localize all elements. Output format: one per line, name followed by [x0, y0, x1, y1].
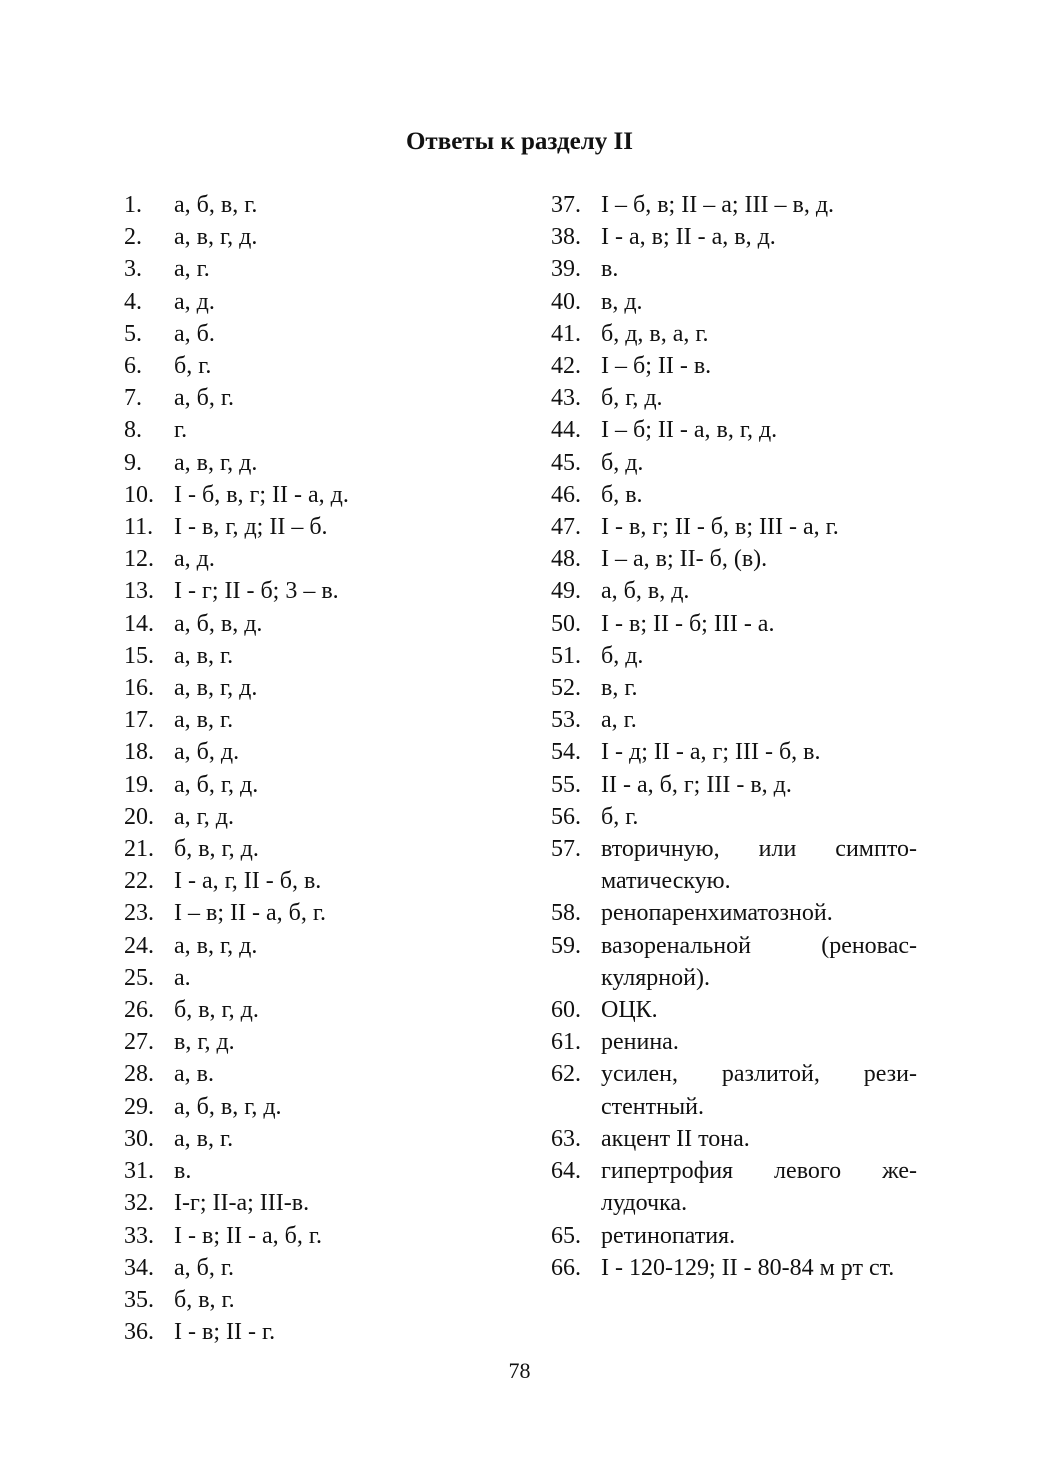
answer-item [124, 962, 534, 994]
answer-text: а, б, в, д. [174, 610, 263, 637]
answer-number: 57. [551, 836, 581, 863]
answer-number: 44. [551, 417, 581, 444]
answer-item [124, 1220, 534, 1252]
answer-text: а, в, г. [174, 642, 234, 669]
answer-text: I - в; II - г. [174, 1319, 276, 1346]
answer-number: 52. [551, 675, 581, 702]
answer-number: 2. [124, 224, 142, 251]
answer-item [124, 253, 534, 285]
answer-text: а, б, д. [174, 739, 240, 766]
answer-text: I – в; II - а, б, г. [174, 900, 326, 927]
answer-number: 10. [124, 481, 154, 508]
answer-number: 13. [124, 578, 154, 605]
answer-item [124, 801, 534, 833]
answer-text: а, б, в, г. [174, 192, 258, 218]
answer-number: 65. [551, 1222, 581, 1249]
answer-number: 19. [124, 771, 154, 798]
answer-item [124, 350, 534, 382]
answer-text: б, в, г, д. [174, 836, 259, 863]
answer-item [124, 833, 534, 865]
answer-item [551, 414, 917, 446]
answer-item [124, 221, 534, 253]
answer-item [551, 189, 917, 221]
answer-number: 8. [124, 417, 142, 444]
answer-item [551, 930, 917, 994]
answer-number: 29. [124, 1093, 154, 1120]
answer-number: 14. [124, 610, 154, 637]
answer-item [551, 447, 917, 479]
answer-item [551, 253, 917, 285]
answer-number: 47. [551, 514, 581, 541]
answer-number: 59. [551, 932, 581, 959]
answer-item [124, 382, 534, 414]
answer-number: 61. [551, 1029, 581, 1056]
answer-number: 27. [124, 1029, 154, 1056]
answer-text: I - в, г; II - б, в; III - а, г. [601, 514, 839, 541]
answer-number: 58. [551, 900, 581, 927]
answer-item [124, 318, 534, 350]
answer-text: ренина. [601, 1029, 679, 1056]
answer-text: I - 120-129; II - 80-84 м рт ст. [601, 1254, 895, 1281]
answer-text: а, в, г, д. [174, 449, 258, 476]
answer-text: а, б. [174, 320, 215, 347]
answer-number: 21. [124, 836, 154, 863]
answer-text: а, в, г. [174, 707, 234, 734]
answer-number: 63. [551, 1125, 581, 1152]
answer-text: I – б; II - в. [601, 353, 712, 380]
answer-number: 25. [124, 964, 154, 991]
answer-number: 64. [551, 1158, 581, 1185]
answer-number: 66. [551, 1254, 581, 1281]
answer-item [551, 672, 917, 704]
answer-text: в, д. [601, 288, 643, 315]
answer-text: а, в, г, д. [174, 675, 258, 702]
answer-number: 7. [124, 385, 142, 412]
answer-number: 41. [551, 320, 581, 347]
answer-item [124, 930, 534, 962]
answer-text: I - в; II - б; III - а. [601, 610, 775, 637]
answer-number: 12. [124, 546, 154, 573]
answer-item [551, 350, 917, 382]
answer-item [551, 1155, 917, 1219]
answer-text: б, в, г. [174, 1286, 235, 1313]
answer-number: 39. [551, 256, 581, 283]
answer-text: а, д. [174, 288, 215, 315]
answer-item [124, 994, 534, 1026]
answer-number: 43. [551, 385, 581, 412]
answer-text: б, в, г, д. [174, 997, 259, 1024]
answer-text: в. [601, 256, 619, 283]
answer-number: 26. [124, 997, 154, 1024]
answer-text: II - а, б, г; III - в, д. [601, 771, 792, 798]
answer-item [124, 511, 534, 543]
answer-item [551, 1252, 917, 1284]
page-title: Ответы к разделу II [405, 128, 633, 155]
answer-text: б, в. [601, 481, 643, 508]
answers-column-right [551, 189, 917, 1284]
answer-text: а, в, г, д. [174, 932, 258, 959]
answer-text: I – б, в; II – а; III – в, д. [601, 192, 835, 218]
answer-item [551, 1123, 917, 1155]
answer-number: 28. [124, 1061, 154, 1088]
answer-item [124, 704, 534, 736]
answer-item [124, 1123, 534, 1155]
answer-item [551, 640, 917, 672]
answer-item [124, 479, 534, 511]
answer-text: ретинопатия. [601, 1222, 736, 1249]
answer-item [551, 1058, 917, 1122]
answer-text: I - в; II - а, б, г. [174, 1222, 322, 1249]
answer-text: а, г. [601, 707, 637, 734]
answer-item [124, 897, 534, 929]
answer-number: 49. [551, 578, 581, 605]
answer-item [551, 382, 917, 414]
answer-number: 24. [124, 932, 154, 959]
answer-number: 53. [551, 707, 581, 734]
answer-text: б, г. [174, 353, 212, 380]
answer-item [551, 286, 917, 318]
answer-item [124, 736, 534, 768]
answer-text: I - в, г, д; II – б. [174, 514, 328, 541]
answer-number: 23. [124, 900, 154, 927]
answer-number: 54. [551, 739, 581, 766]
answer-number: 55. [551, 771, 581, 798]
answer-number: 4. [124, 288, 142, 315]
answer-text: I - б, в, г; II - а, д. [174, 481, 349, 508]
answer-text: ОЦК. [601, 997, 658, 1024]
answer-item [124, 1091, 534, 1123]
answer-number: 40. [551, 288, 581, 315]
answer-text: а, б, г, д. [174, 771, 259, 798]
answer-item [124, 640, 534, 672]
answer-item [124, 1058, 534, 1090]
answer-text: а. [174, 964, 191, 991]
answer-text: в, г. [601, 675, 638, 702]
answer-number: 17. [124, 707, 154, 734]
answer-text: а, б, в, д. [601, 578, 690, 605]
answer-item [551, 1220, 917, 1252]
answer-number: 38. [551, 224, 581, 251]
answer-item [124, 543, 534, 575]
answer-item [124, 769, 534, 801]
answer-item [551, 897, 917, 929]
answer-item [124, 1316, 534, 1348]
answer-item [551, 608, 917, 640]
answer-text: а, в, г, д. [174, 224, 258, 251]
answer-number: 50. [551, 610, 581, 637]
answer-item [551, 704, 917, 736]
answer-text: а, в, г. [174, 1125, 234, 1152]
answer-text: в. [174, 1158, 192, 1185]
answers-column-left [124, 189, 534, 1348]
answer-number: 32. [124, 1190, 154, 1217]
answer-text: I – а, в; II- б, (в). [601, 546, 768, 573]
answer-item [124, 672, 534, 704]
answer-number: 31. [124, 1158, 154, 1185]
answer-text: б, д. [601, 642, 644, 669]
answer-item [124, 608, 534, 640]
answer-item [124, 1187, 534, 1219]
answer-number: 18. [124, 739, 154, 766]
answer-text: а, в. [174, 1061, 214, 1088]
answer-item [551, 1026, 917, 1058]
answer-item [124, 1026, 534, 1058]
answer-item [551, 575, 917, 607]
answer-number: 30. [124, 1125, 154, 1152]
answer-text: б, д. [601, 449, 644, 476]
answer-number: 6. [124, 353, 142, 380]
answer-item [551, 801, 917, 833]
answer-item [124, 1155, 534, 1187]
answer-number: 3. [124, 256, 142, 283]
answer-text: а, д. [174, 546, 215, 573]
answer-number: 62. [551, 1061, 581, 1088]
answer-number: 46. [551, 481, 581, 508]
answer-text: а, б, г. [174, 1254, 234, 1281]
answer-text: б, д, в, а, г. [601, 320, 709, 347]
answer-text: I - д; II - а, г; III - б, в. [601, 739, 821, 766]
answer-number: 22. [124, 868, 154, 895]
answer-number: 15. [124, 642, 154, 669]
answer-item [551, 736, 917, 768]
answer-item [551, 318, 917, 350]
answer-number: 48. [551, 546, 581, 573]
answer-item [124, 1252, 534, 1284]
answer-text: гипертрофия левого же-лудочка. [601, 1158, 917, 1217]
answer-text: а, г. [174, 256, 210, 283]
answer-text: а, б, в, г, д. [174, 1093, 282, 1120]
answer-text: акцент II тона. [601, 1125, 750, 1152]
answer-text: I - а, в; II - а, в, д. [601, 224, 776, 251]
answer-number: 16. [124, 675, 154, 702]
answer-number: 51. [551, 642, 581, 669]
answer-text: I - г; II - б; 3 – в. [174, 578, 339, 605]
answer-item [124, 286, 534, 318]
answer-item [124, 447, 534, 479]
answer-text: б, г, д. [601, 385, 663, 412]
answer-number: 56. [551, 803, 581, 830]
answer-number: 36. [124, 1319, 154, 1346]
answer-item [124, 1284, 534, 1316]
answer-item [551, 479, 917, 511]
answer-text: г. [174, 417, 188, 444]
answer-number: 34. [124, 1254, 154, 1281]
answer-text: а, г, д. [174, 803, 234, 830]
answer-text: в, г, д. [174, 1029, 235, 1056]
answer-number: 42. [551, 353, 581, 380]
answer-number: 37. [551, 192, 581, 218]
answer-text: I-г; II-а; III-в. [174, 1190, 310, 1217]
answer-text: I - а, г, II - б, в. [174, 868, 322, 895]
answer-text: I – б; II - а, в, г, д. [601, 417, 778, 444]
answer-text: ренопаренхиматозной. [601, 900, 833, 927]
answer-item [551, 221, 917, 253]
answer-number: 9. [124, 449, 142, 476]
answer-item [551, 833, 917, 897]
answer-text: вторичную, или симпто-матическую. [601, 836, 917, 895]
answer-number: 5. [124, 320, 142, 347]
answer-item [551, 769, 917, 801]
answer-item [124, 575, 534, 607]
answer-number: 45. [551, 449, 581, 476]
answer-number: 60. [551, 997, 581, 1024]
answer-text: вазоренальной (реновас-кулярной). [601, 932, 917, 991]
answer-item [124, 865, 534, 897]
answer-number: 35. [124, 1286, 154, 1313]
answer-item [551, 994, 917, 1026]
answer-text: а, б, г. [174, 385, 234, 412]
answer-item [124, 414, 534, 446]
answer-number: 20. [124, 803, 154, 830]
answer-text: б, г. [601, 803, 639, 830]
answer-item [124, 189, 534, 221]
answer-item [551, 511, 917, 543]
answer-number: 1. [124, 192, 142, 218]
answer-number: 33. [124, 1222, 154, 1249]
answer-text: усилен, разлитой, рези-стентный. [601, 1061, 917, 1120]
page-number: 78 [508, 1358, 531, 1383]
answer-item [551, 543, 917, 575]
answer-number: 11. [124, 514, 154, 541]
